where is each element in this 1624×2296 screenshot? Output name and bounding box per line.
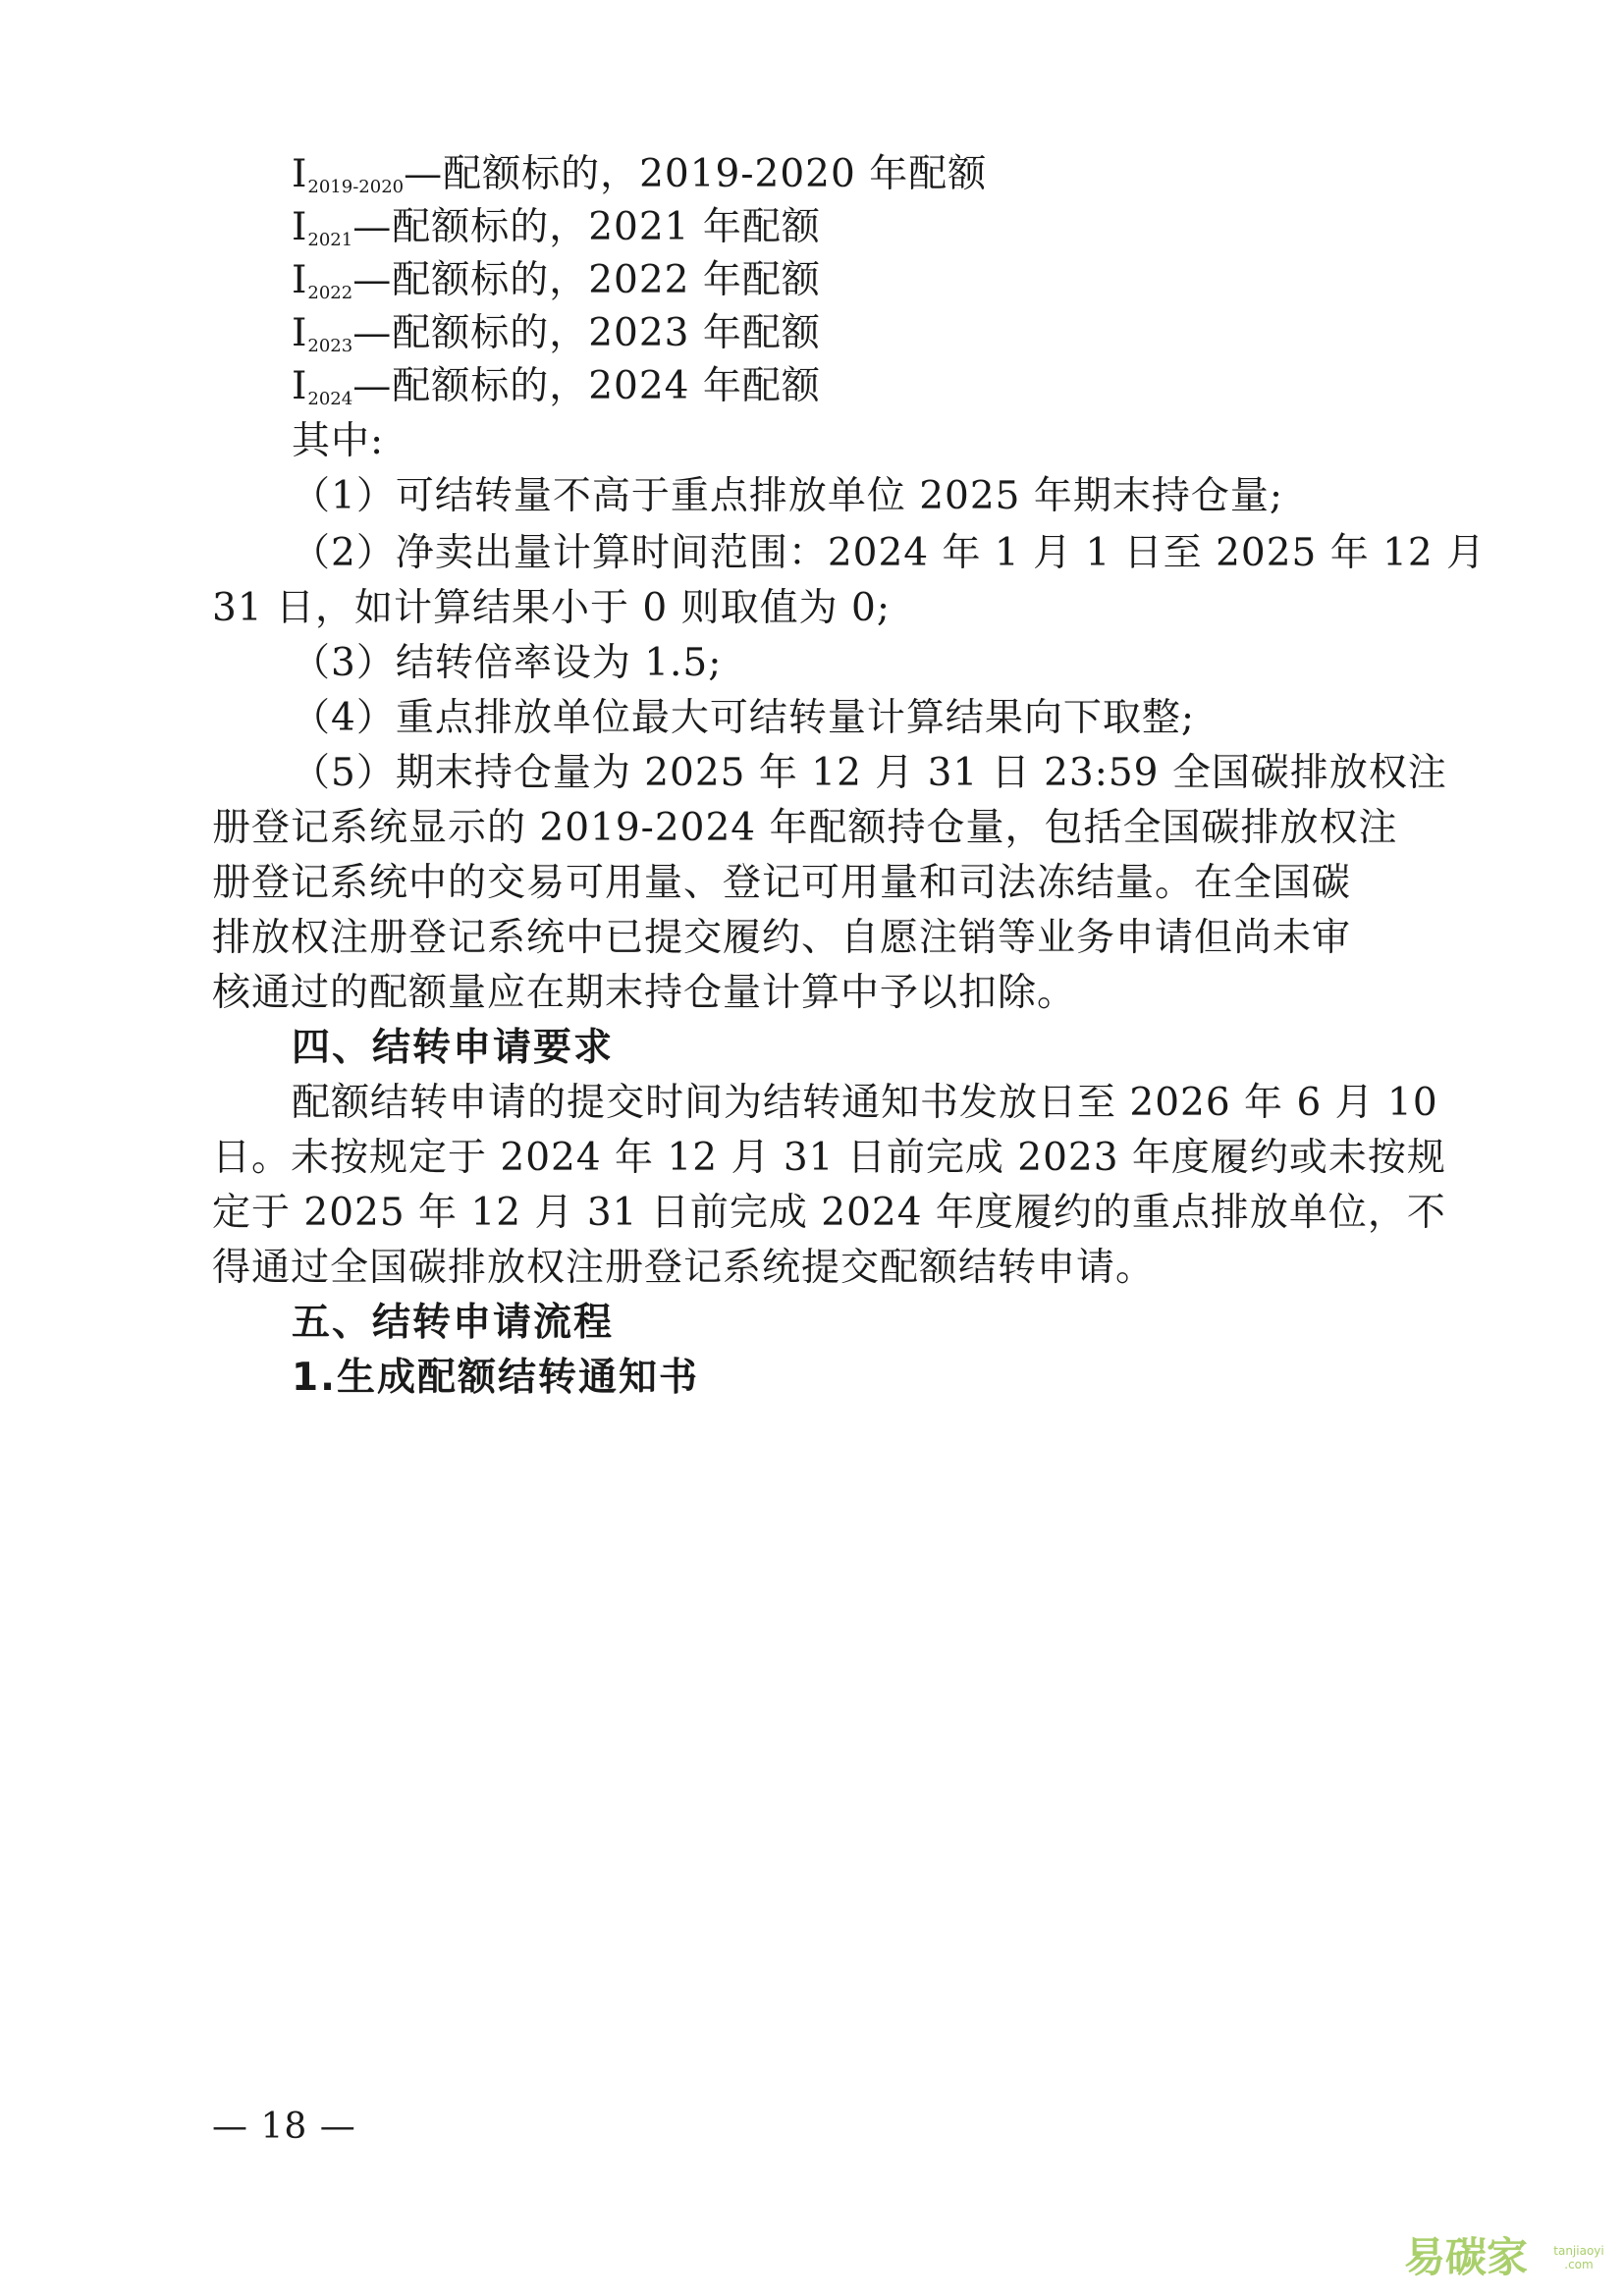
section-4-paragraph-line-4: 得通过全国碳排放权注册登记系统提交配额结转申请。 [212,1246,1156,1290]
term-definition: —配额标的，2024 年配额 [352,364,821,408]
section-4-paragraph-line-2: 日。未按规定于 2024 年 12 月 31 日前完成 2023 年度履约或未按规 [212,1136,1446,1180]
term-definition: —配额标的，2023 年配额 [352,311,821,355]
watermark-logo [1404,2230,1610,2289]
term-symbol: I [292,152,308,196]
note-item-5-line-3: 册登记系统中的交易可用量、登记可用量和司法冻结量。在全国碳 [212,861,1352,905]
term-symbol: I [292,364,308,408]
term-symbol: I [292,311,308,355]
section-4-paragraph-line-3: 定于 2025 年 12 月 31 日前完成 2024 年度履约的重点排放单位，不 [212,1191,1446,1235]
section-5-subheading: 1.生成配额结转通知书 [292,1356,699,1400]
note-item-4: （4）重点排放单位最大可结转量计算结果向下取整; [292,696,1195,740]
page-number: — 18 — [212,2107,356,2147]
term-subscript: 2019-2020 [307,177,405,197]
watermark-domain: tanjiaoyi .com [1553,2244,1604,2271]
term-definition: —配额标的，2019-2020 年配额 [404,152,988,196]
note-item-5-line-2: 册登记系统显示的 2019-2024 年配额持仓量，包括全国碳排放权注 [212,806,1398,850]
term-subscript: 2022 [307,283,353,303]
term-symbol: I [292,205,308,249]
term-definition: —配额标的，2022 年配额 [352,258,821,302]
term-subscript: 2021 [307,230,353,250]
term-symbol: I [292,258,308,302]
notes-intro: 其中: [292,419,385,463]
section-4-heading: 四、结转申请要求 [292,1026,615,1070]
section-4-paragraph-line-1: 配额结转申请的提交时间为结转通知书发放日至 2026 年 6 月 10 [292,1081,1438,1125]
term-definition: —配额标的，2021 年配额 [352,205,821,249]
note-item-1: （1）可结转量不高于重点排放单位 2025 年期末持仓量; [292,474,1283,518]
watermark-brand: 易碳家 [1404,2233,1529,2281]
term-subscript: 2023 [307,336,353,356]
note-item-5-line-5: 核通过的配额量应在期末持仓量计算中予以扣除。 [212,971,1077,1015]
note-item-2-line-1: （2）净卖出量计算时间范围：2024 年 1 月 1 日至 2025 年 12 月 [292,531,1487,575]
note-item-5-line-1: （5）期末持仓量为 2025 年 12 月 31 日 23:59 全国碳排放权注 [292,751,1447,795]
note-item-2-line-2: 31 日，如计算结果小于 0 则取值为 0; [212,586,891,630]
note-item-5-line-4: 排放权注册登记系统中已提交履约、自愿注销等业务申请但尚未审 [212,916,1352,960]
note-item-3: （3）结转倍率设为 1.5; [292,641,723,685]
term-subscript: 2024 [307,389,353,409]
section-5-heading: 五、结转申请流程 [292,1301,615,1345]
